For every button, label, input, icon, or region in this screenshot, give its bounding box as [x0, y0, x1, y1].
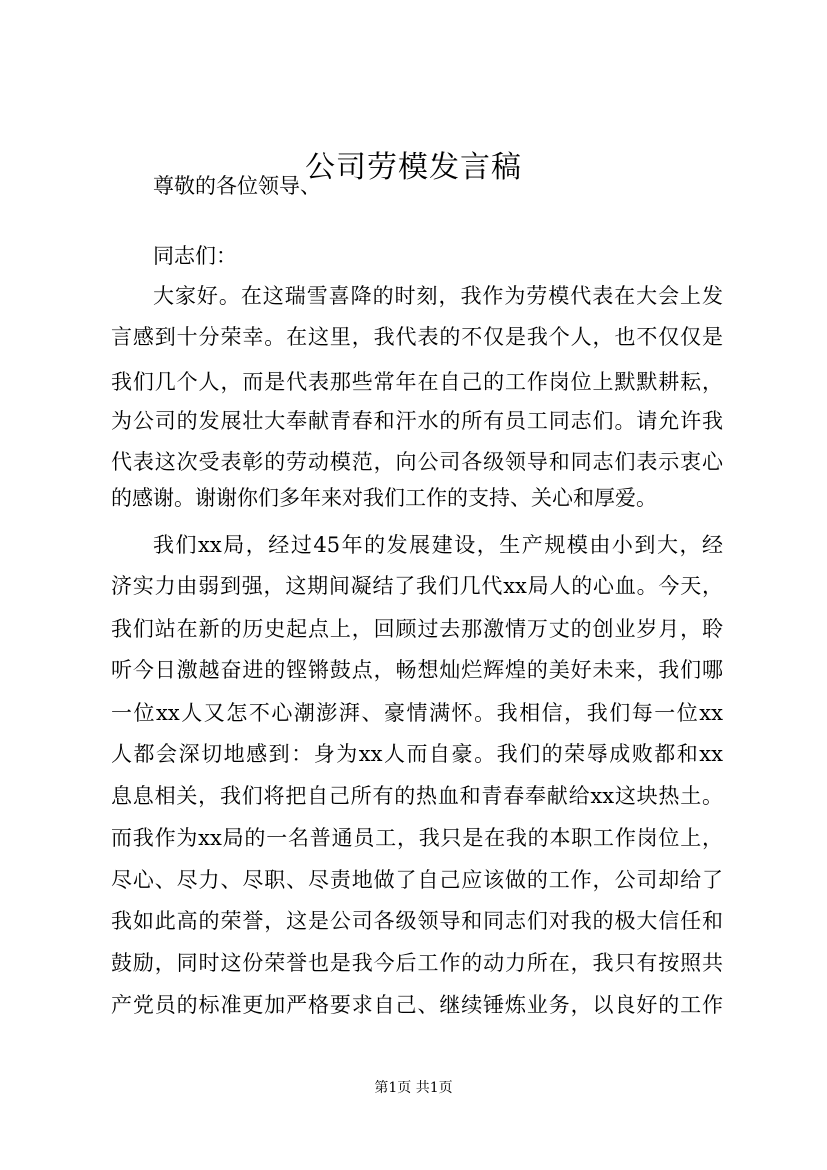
- body-text-line: 人都会深切地感到：身为xx人而自豪。我们的荣辱成败都和xx: [111, 742, 723, 766]
- body-text-line: 的感谢。谢谢你们多年来对我们工作的支持、关心和厚爱。: [111, 486, 657, 510]
- body-text-line: 大家好。在这瑞雪喜降的时刻，我作为劳模代表在大会上发: [153, 284, 723, 308]
- body-text-line: 息息相关，我们将把自己所有的热血和青春奉献给xx这块热土。: [111, 784, 723, 808]
- body-text-line: 我们几个人，而是代表那些常年在自己的工作岗位上默默耕耘，: [111, 370, 723, 394]
- body-text-line: 尽心、尽力、尽职、尽责地做了自己应该做的工作，公司却给了: [111, 868, 723, 892]
- page-footer: 第1页 共1页: [374, 1080, 453, 1096]
- body-text-line: 代表这次受表彰的劳动模范，向公司各级领导和同志们表示衷心: [111, 450, 723, 474]
- body-text-line: 我们xx局，经过45年的发展建设，生产规模由小到大，经: [153, 533, 723, 557]
- body-text-line: 我们站在新的历史起点上，回顾过去那激情万丈的创业岁月，聆: [111, 617, 723, 641]
- body-text-line: 为公司的发展壮大奉献青春和汗水的所有员工同志们。请允许我: [111, 409, 723, 433]
- body-text-line: 一位xx人又怎不心潮澎湃、豪情满怀。我相信，我们每一位xx: [111, 701, 723, 725]
- document-title: 公司劳模发言稿: [305, 150, 522, 185]
- body-text-line: 而我作为xx局的一名普通员工，我只是在我的本职工作岗位上，: [111, 826, 723, 850]
- salutation-line: 同志们：: [153, 244, 237, 268]
- body-text-line: 言感到十分荣幸。在这里，我代表的不仅是我个人，也不仅仅是: [111, 325, 723, 349]
- body-text-line: 鼓励，同时这份荣誉也是我今后工作的动力所在，我只有按照共: [111, 951, 723, 975]
- salutation-line: 尊敬的各位领导、: [153, 174, 321, 198]
- body-text-line: 我如此高的荣誉，这是公司各级领导和同志们对我的极大信任和: [111, 909, 723, 933]
- body-text-line: 产党员的标准更加严格要求自己、继续锤炼业务，以良好的工作: [111, 993, 723, 1017]
- body-text-line: 听今日激越奋进的铿锵鼓点，畅想灿烂辉煌的美好未来，我们哪: [111, 658, 723, 682]
- body-text-line: 济实力由弱到强，这期间凝结了我们几代xx局人的心血。今天，: [111, 574, 723, 598]
